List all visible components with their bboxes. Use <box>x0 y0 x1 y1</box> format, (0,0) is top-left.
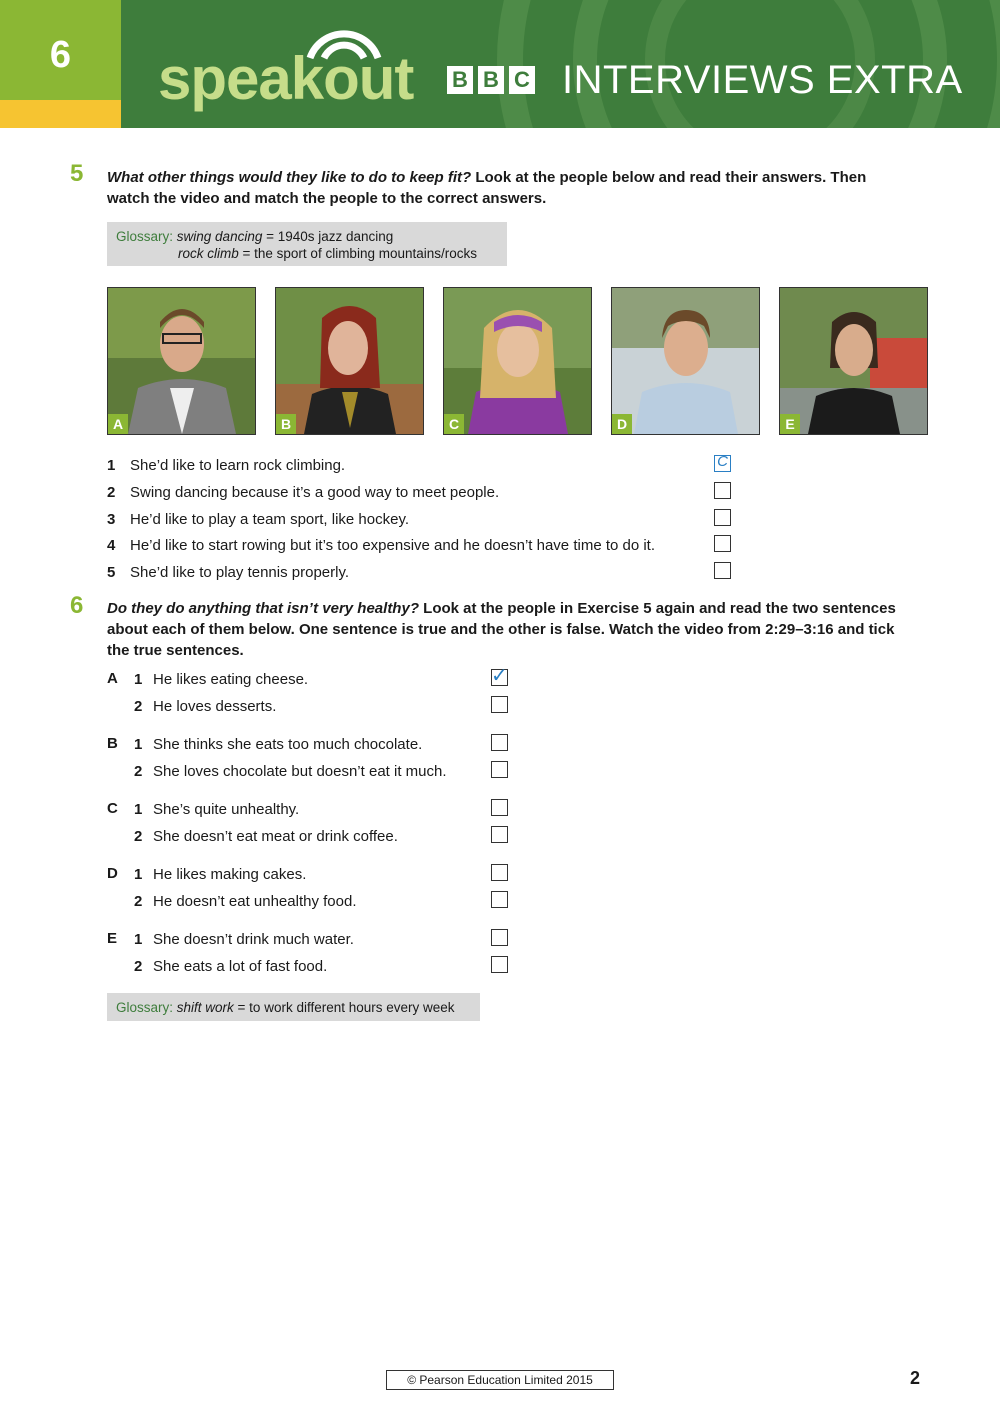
tick-box[interactable] <box>491 799 508 816</box>
copyright: © Pearson Education Limited 2015 <box>386 1370 614 1390</box>
glossary-box-6: Glossary: shift work = to work different hours every week <box>107 993 480 1021</box>
section-letter-c: C <box>107 800 118 817</box>
section-letter-e: E <box>107 930 118 947</box>
photo-label-a: A <box>108 414 128 434</box>
tick-box[interactable] <box>491 761 508 778</box>
photo-person-a <box>107 287 256 435</box>
glossary-box-5: Glossary: swing dancing = 1940s jazz dancing rock climb = the sport of climbing mountains/rocks <box>107 222 507 266</box>
tick-box[interactable] <box>491 826 508 843</box>
section-letter-a: A <box>107 670 118 687</box>
photo-person-d <box>611 287 760 435</box>
header-banner <box>0 0 1000 128</box>
photo-person-c <box>443 287 592 435</box>
answer-box[interactable] <box>714 562 731 579</box>
page-number: 2 <box>910 1368 921 1388</box>
photo-person-e <box>779 287 928 435</box>
section-letter-d: D <box>107 865 118 882</box>
exercise-6-number: 6 <box>70 592 84 619</box>
section-letter-b: B <box>107 735 118 752</box>
tick-icon: ✓ <box>491 665 508 687</box>
answer-box[interactable] <box>714 535 731 552</box>
photo-label-b: B <box>276 414 296 434</box>
tick-box[interactable] <box>491 891 508 908</box>
series-title: INTERVIEWS EXTRA <box>562 58 963 102</box>
exercise-6-instruction: Do they do anything that isn’t very healthy? Look at the people in Exercise 5 again and read the two sentences about each of them below. One sentence is true and the other is false. Watch the video from 2:29–3:16 and tick the true sentences. <box>107 600 896 659</box>
tick-box[interactable] <box>491 864 508 881</box>
photo-person-b <box>275 287 424 435</box>
photo-label-e: E <box>780 414 800 434</box>
tick-box[interactable] <box>491 696 508 713</box>
bbc-logo: B B C <box>447 66 540 94</box>
photo-label-c: C <box>444 414 464 434</box>
brand-logo: speakout <box>158 45 414 112</box>
exercise-5-instruction: What other things would they like to do to keep fit? Look at the people below and read their answers. Then watch the video and match the people to the correct answers. <box>107 169 867 207</box>
exercise-5-number: 5 <box>70 160 84 187</box>
answer-box[interactable] <box>714 509 731 526</box>
unit-number: 6 <box>49 34 72 76</box>
photo-label-d: D <box>612 414 632 434</box>
tick-box[interactable] <box>491 929 508 946</box>
tick-box[interactable] <box>491 665 508 687</box>
tick-box[interactable] <box>491 956 508 973</box>
tick-box[interactable] <box>491 734 508 751</box>
answer-box[interactable] <box>714 482 731 499</box>
answer-box[interactable]: C <box>714 455 731 472</box>
unit-stripe <box>0 100 121 128</box>
